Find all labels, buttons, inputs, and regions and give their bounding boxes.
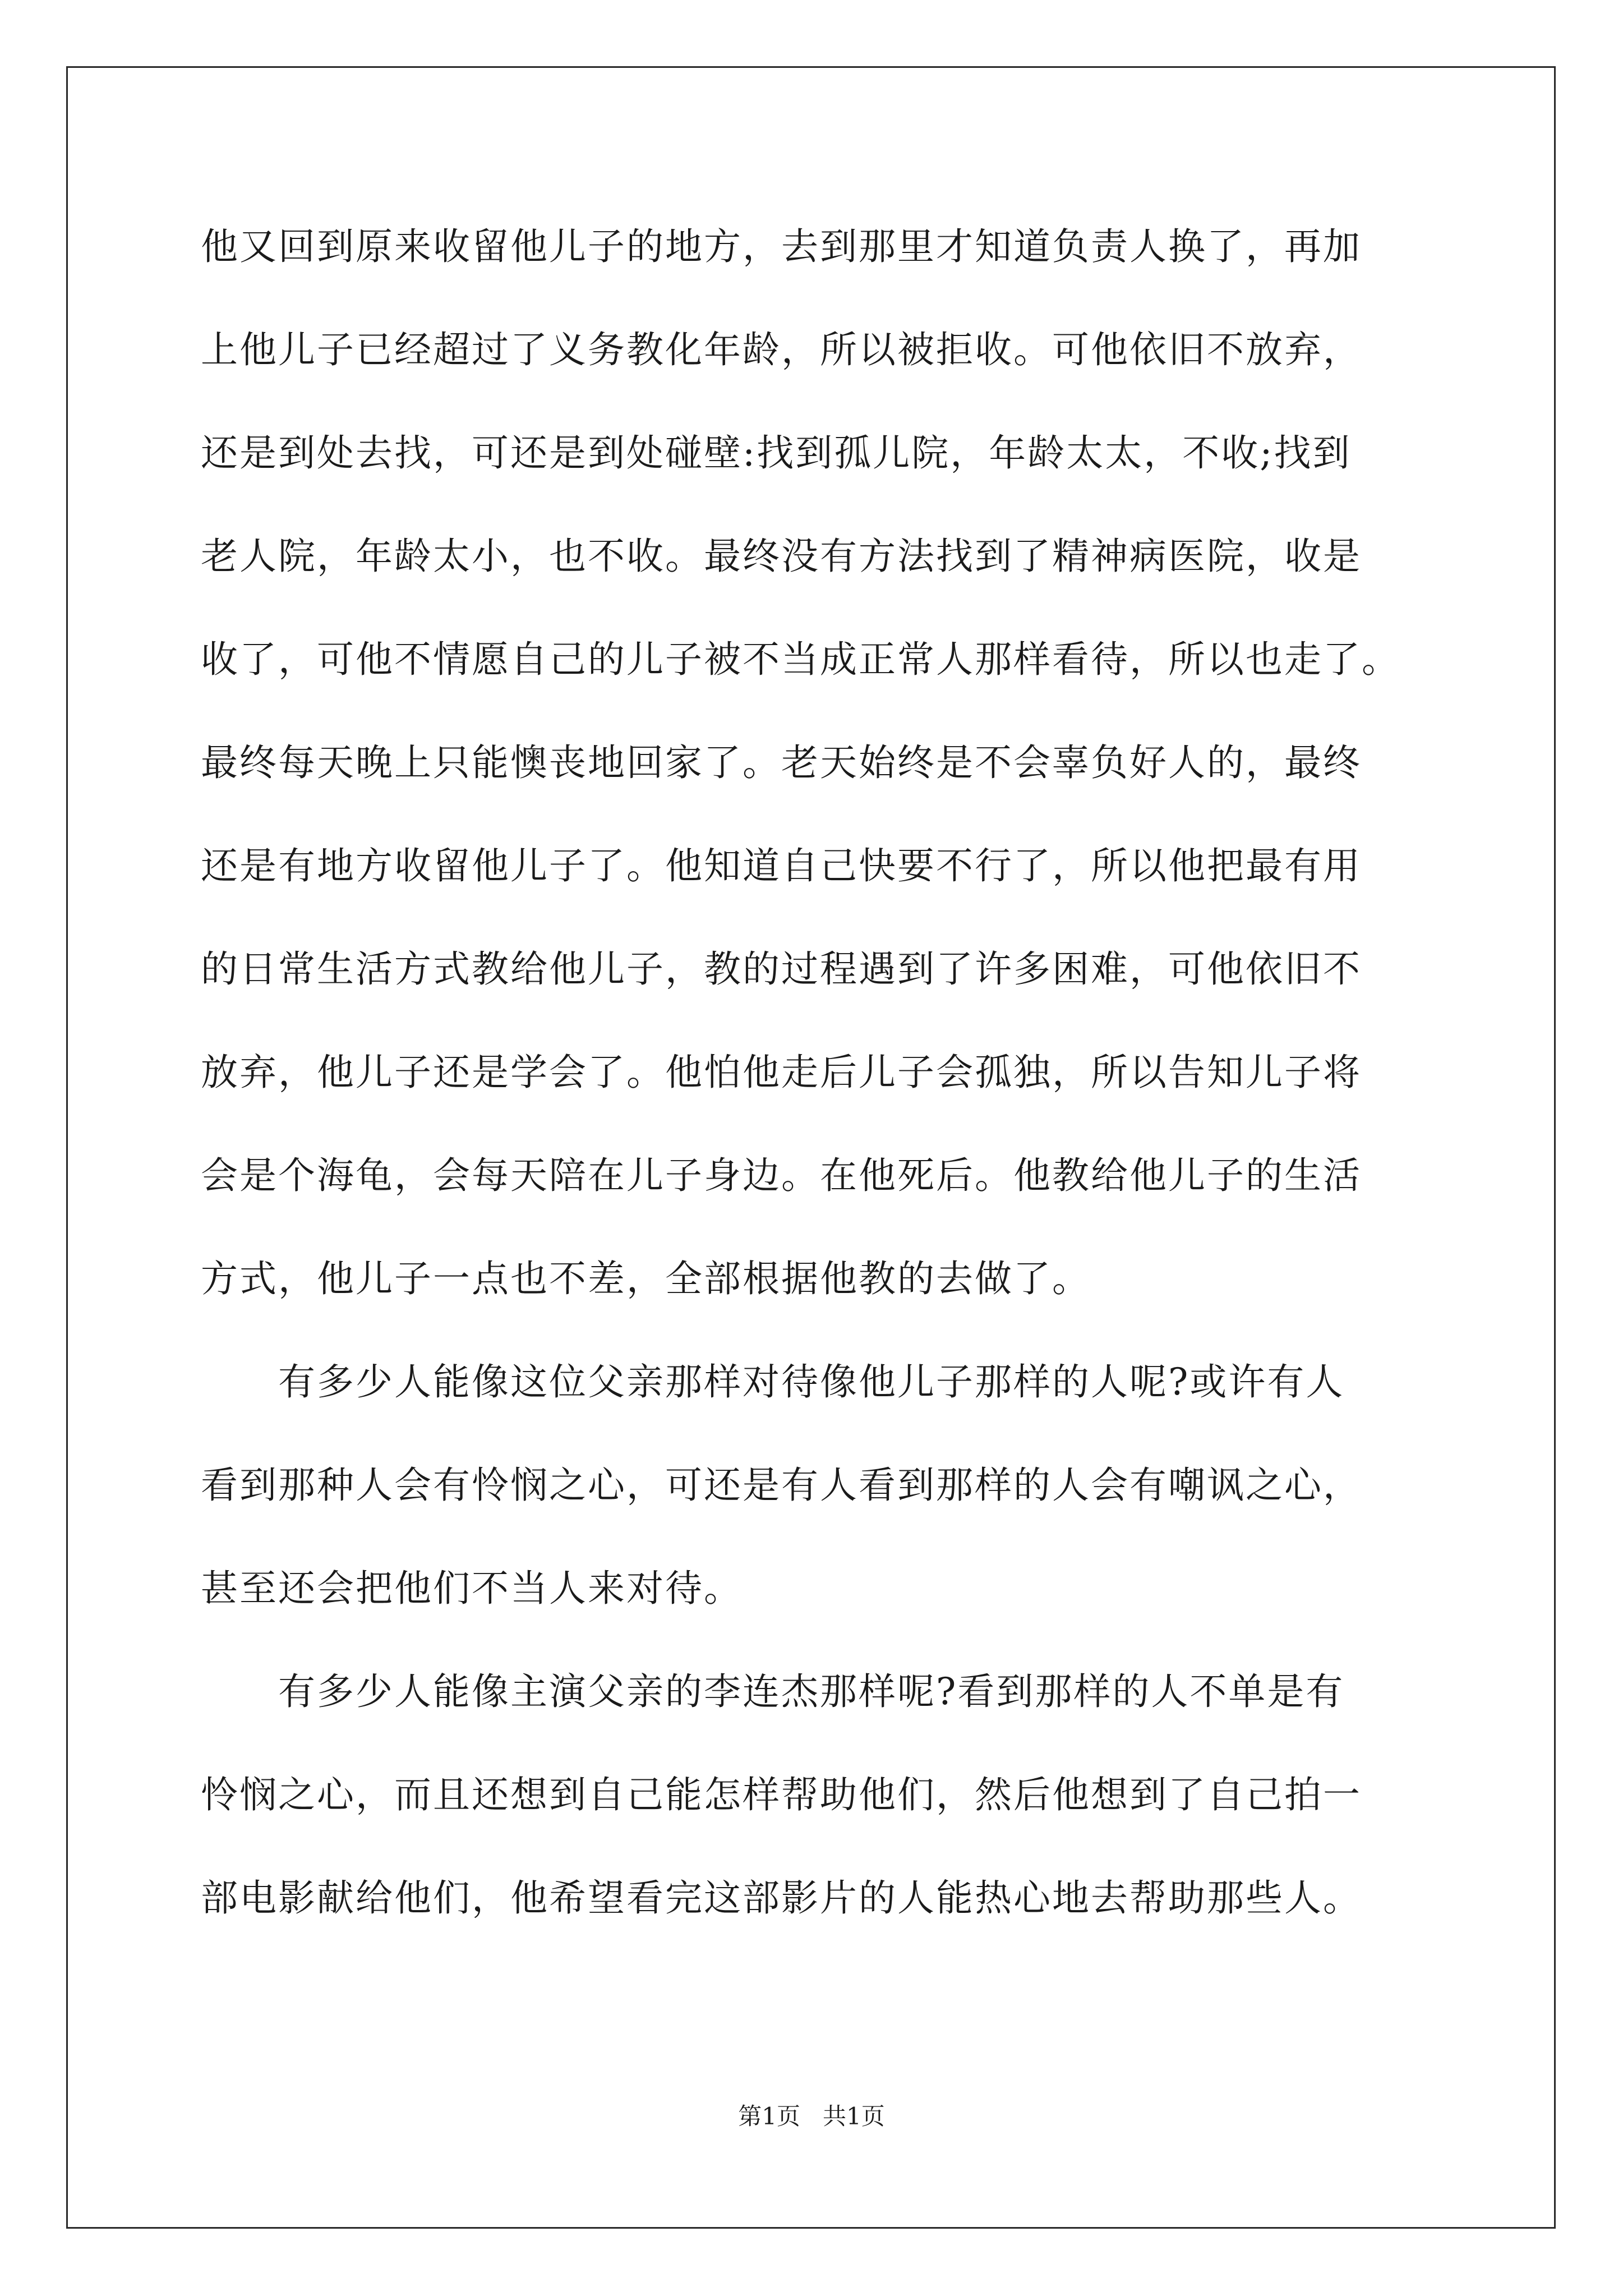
text-line: 看到那种人会有怜悯之心，可还是有人看到那样的人会有嘲讽之心， bbox=[201, 1464, 1362, 1507]
text-line: 还是到处去找，可还是到处碰壁:找到孤儿院，年龄太太，不收;找到 bbox=[201, 431, 1352, 475]
text-line: 甚至还会把他们不当人来对待。 bbox=[201, 1567, 743, 1610]
text-line: 最终每天晚上只能懊丧地回家了。老天始终是不会辜负好人的，最终 bbox=[201, 741, 1362, 784]
page-number: 第1页 bbox=[738, 2102, 800, 2130]
text-line: 放弃，他儿子还是学会了。他怕他走后儿子会孤独，所以告知儿子将 bbox=[201, 1051, 1362, 1094]
text-line: 上他儿子已经超过了义务教化年龄，所以被拒收。可他依旧不放弃， bbox=[201, 328, 1362, 371]
text-line: 老人院，年龄太小，也不收。最终没有方法找到了精神病医院，收是 bbox=[201, 535, 1362, 578]
paragraph-first-line: 有多少人能像这位父亲那样对待像他儿子那样的人呢?或许有人 bbox=[201, 1360, 1345, 1404]
text-line: 怜悯之心，而且还想到自己能怎样帮助他们，然后他想到了自己拍一 bbox=[201, 1773, 1362, 1816]
page-footer bbox=[0, 2102, 1623, 2131]
text-line: 部电影献给他们，他希望看完这部影片的人能热心地去帮助那些人。 bbox=[201, 1876, 1362, 1920]
paragraph-first-line: 有多少人能像主演父亲的李连杰那样呢?看到那样的人不单是有 bbox=[201, 1670, 1345, 1713]
text-line: 的日常生活方式教给他儿子，教的过程遇到了许多困难，可他依旧不 bbox=[201, 947, 1362, 991]
text-line: 他又回到原来收留他儿子的地方，去到那里才知道负责人换了，再加 bbox=[201, 225, 1362, 268]
text-line: 方式，他儿子一点也不差，全部根据他教的去做了。 bbox=[201, 1257, 1091, 1300]
text-line: 收了，可他不情愿自己的儿子被不当成正常人那样看待，所以也走了。 bbox=[201, 638, 1400, 681]
page-total: 共1页 bbox=[823, 2102, 885, 2130]
document-body bbox=[201, 219, 1435, 1973]
text-line: 会是个海龟，会每天陪在儿子身边。在他死后。他教给他儿子的生活 bbox=[201, 1154, 1362, 1197]
text-line: 还是有地方收留他儿子了。他知道自己快要不行了，所以他把最有用 bbox=[201, 844, 1362, 887]
